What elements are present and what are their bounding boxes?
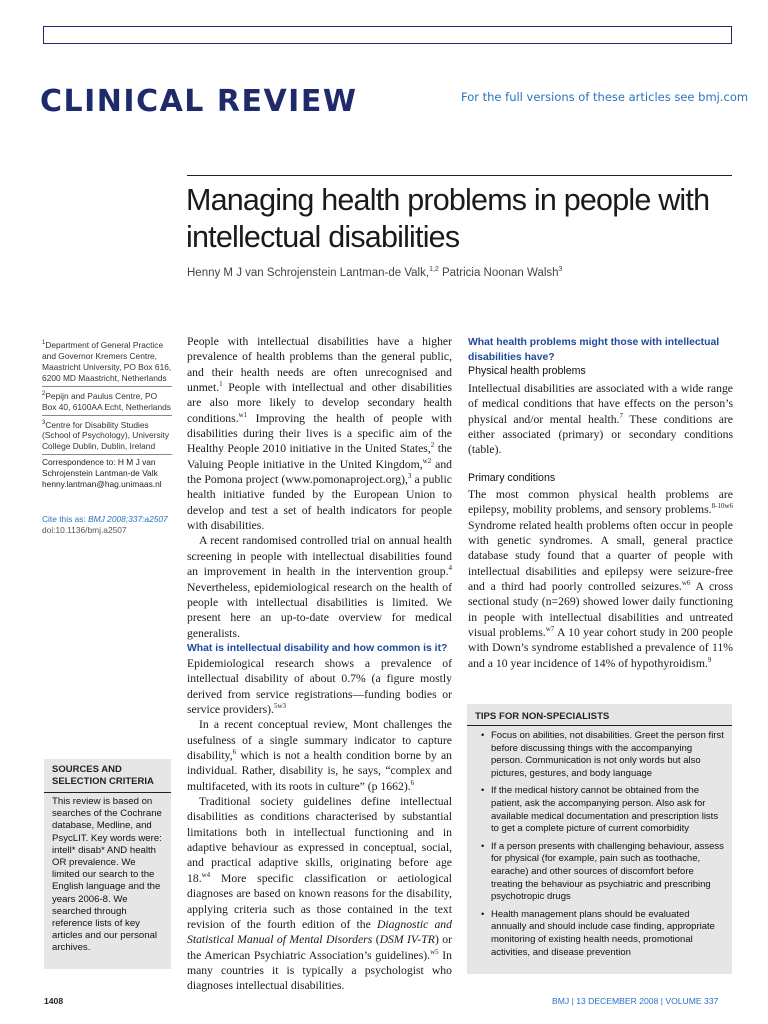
text-run: a public health initiative funded by the European Union to develop and test a set of health indicators for people with disabilities. bbox=[187, 473, 452, 533]
ref: w5 bbox=[430, 947, 439, 956]
header-bar bbox=[43, 26, 732, 44]
bullet-icon: • bbox=[481, 730, 485, 741]
text-run: ( bbox=[372, 933, 380, 947]
ref: 2 bbox=[430, 441, 435, 450]
text-run: the Valuing People initiative in the United Kingdom, bbox=[187, 442, 452, 471]
journal-info: BMJ | 13 DECEMBER 2008 | VOLUME 337 bbox=[552, 996, 719, 1006]
section-label: CLINICAL REVIEW bbox=[40, 84, 358, 119]
text-run: ) or the American Psychiatric Association’s guidelines). bbox=[187, 933, 452, 962]
ref: w2 bbox=[422, 456, 432, 465]
ref: 3 bbox=[407, 472, 412, 481]
correspondence: Correspondence to: H M J van Schrojenstein Lantman-de Valk henny.lantman@hag.unimaas.nl bbox=[42, 457, 162, 490]
author-line bbox=[187, 266, 562, 279]
tips-box bbox=[467, 704, 732, 974]
text-run: The most common physical health problems are epilepsy, mobility problems, and sensory problems. bbox=[468, 488, 733, 517]
text-run: In many countries it is typically a psychologist who diagnoses intellectual disabilities. bbox=[187, 948, 452, 993]
affiliation bbox=[42, 418, 172, 456]
paragraph bbox=[468, 487, 733, 671]
list-item bbox=[475, 841, 726, 905]
section-heading: What health problems might those with intellectual disabilities have? bbox=[468, 337, 720, 363]
bullet-icon: • bbox=[481, 840, 485, 852]
citation bbox=[42, 514, 182, 536]
list-item bbox=[475, 909, 726, 960]
text-run: These conditions are either associated (primary) or secondary conditions (table). bbox=[468, 412, 733, 457]
text-run: People with intellectual disabilities have a higher prevalence of health problems than the general public, and their health needs are often unrecognised and unmet. bbox=[187, 335, 452, 395]
affiliation-number: 2 bbox=[42, 390, 46, 397]
ref: w6 bbox=[681, 579, 691, 588]
tip-text: If a person presents with challenging behaviour, assess for physical (for example, pain such as toothache, earache) and other sources of discomfort before treating the behaviour as psychiatric and prescribing psychotropic drugs bbox=[491, 840, 724, 903]
doi: doi:10.1136/bmj.a2507 bbox=[42, 525, 127, 535]
text-run: which is not a health condition borne by an individual. Rather, disability is, he says, “complex and multifaceted, with its roots in culture” (p 1662). bbox=[187, 749, 452, 793]
body-column-1-continued bbox=[187, 656, 452, 994]
text-run: Epidemiological research shows a prevalence of intellectual disability of about 0.7% (a figure mostly derived from service registrations—funding bodies or service providers). bbox=[187, 657, 452, 717]
italic-run: Diagnostic and Statistical Manual of Mental Disorders bbox=[187, 917, 452, 947]
body-column-2 bbox=[468, 381, 733, 458]
text-run: More specific classification or aetiological diagnoses are based on known reasons for the disability, applying criteria such as those contained in the text revision of the fourth edition of the bbox=[187, 871, 452, 931]
article-title: Managing health problems in people with intellectual disabilities bbox=[186, 183, 710, 254]
ref: 8-10w6 bbox=[711, 502, 733, 511]
ref: 5w3 bbox=[273, 702, 287, 711]
paragraph bbox=[187, 656, 452, 717]
list-item bbox=[475, 730, 726, 781]
full-versions-link[interactable]: For the full versions of these articles see bmj.com bbox=[461, 90, 749, 104]
body-column-1 bbox=[187, 334, 452, 641]
affiliation-text: Department of General Practice and Governor Kremers Centre, Maastricht University, PO Box 616, 6200 MD Maastricht, Netherlands bbox=[42, 339, 172, 383]
tip-text: Health management plans should be evaluated annually and should include case finding, appropriate monitoring of existing health needs, promotional activities, and disease prevention bbox=[491, 908, 715, 958]
tips-title: TIPS FOR NON-SPECIALISTS bbox=[467, 704, 732, 726]
text-run: A 10 year cohort study in 200 people with Down’s syndrome established a prevalence of 11% and a 10 year incidence of 14% of hypothyroidism. bbox=[468, 626, 733, 670]
text-run: People with intellectual and other disabilities are also more likely to develop secondary health conditions. bbox=[187, 381, 452, 425]
paragraph bbox=[187, 334, 452, 533]
affiliations bbox=[42, 338, 172, 490]
subsection-heading: Physical health problems bbox=[468, 365, 586, 377]
sources-title: SOURCES AND SELECTION CRITERIA bbox=[44, 759, 171, 793]
ref: 4 bbox=[448, 564, 452, 573]
tips-list bbox=[467, 726, 732, 959]
text-run: Nevertheless, epidemiological research on the health of people with intellectual disabilities is limited. We present here an up-to-date overview for medical generalists. bbox=[187, 580, 452, 640]
affiliation bbox=[42, 338, 172, 387]
author-affiliation-ref: 3 bbox=[558, 266, 563, 273]
ref: 7 bbox=[619, 411, 623, 420]
title-rule bbox=[187, 175, 732, 176]
author-affiliation-ref: 1,2 bbox=[429, 266, 439, 273]
bullet-icon: • bbox=[481, 785, 485, 797]
text-run: Intellectual disabilities are associated with a wide range of medical conditions that have effects on the person’s physical and/or mental health. bbox=[468, 382, 733, 426]
affiliation-text: Centre for Disability Studies (School of Psychology), University College Dublin, Dublin, Ireland bbox=[42, 419, 170, 452]
author-name: Patricia Noonan Walsh bbox=[438, 266, 559, 279]
list-item bbox=[475, 785, 726, 836]
cite-ref: BMJ 2008;337:a2507 bbox=[88, 514, 168, 524]
body-column-2-continued bbox=[468, 487, 733, 671]
affiliation-number: 1 bbox=[42, 340, 46, 346]
bullet-icon: • bbox=[481, 908, 485, 920]
affiliation-text: Pepijn and Paulus Centre, PO Box 40, 6100AA Echt, Netherlands bbox=[42, 390, 171, 412]
text-run: A cross sectional study (n=269) showed lower daily functioning in people with intellectual disabilities and untreated visual problems. bbox=[468, 580, 733, 640]
ref: 6 bbox=[410, 778, 415, 787]
paragraph bbox=[187, 717, 452, 794]
section-heading: What is intellectual disability and how common is it? bbox=[187, 643, 448, 654]
sources-text: This review is based on searches of the Cochrane database, Medline, and PsycLIT. Key words were: intell* disab* AND health OR prevalence. We limited our search to the English language and the years 2006-8. We searched through reference lists of key articles and our personal archives. bbox=[52, 796, 162, 954]
tip-text: If the medical history cannot be obtained from the patient, ask the accompanying person. Also ask for available medical documentation and prescription lists to get a complete picture of current comorbidity bbox=[491, 785, 719, 835]
ref: w1 bbox=[238, 410, 248, 419]
cite-label: Cite this as: bbox=[42, 514, 89, 524]
affiliation bbox=[42, 389, 172, 416]
affiliation-number: 3 bbox=[42, 419, 46, 426]
ref: w4 bbox=[201, 870, 211, 879]
sources-box bbox=[44, 759, 171, 969]
tip-text: Focus on abilities, not disabilities. Greet the person first before discussing things with the accompanying person. Communication is not only words but also pictures, gestures, and body language bbox=[491, 730, 724, 780]
subsection-heading: Primary conditions bbox=[468, 472, 556, 484]
ref: 6 bbox=[232, 748, 237, 757]
text-run: A recent randomised controlled trial on annual health screening in people with intellectual disabilities found an improvement in health in the intervention group. bbox=[187, 534, 452, 579]
text-run: Improving the health of people with disabilities during their lives is a specific aim of the Healthy People 2010 initiative in the United States, bbox=[187, 411, 452, 456]
ref: 1 bbox=[219, 380, 223, 389]
paragraph bbox=[187, 533, 452, 640]
author-name: Henny M J van Schrojenstein Lantman-de Valk, bbox=[187, 266, 430, 279]
text-run: In a recent conceptual review, Mont challenges the usefulness of a single summary indicator to capture disability, bbox=[187, 718, 452, 763]
text-run: and the Pomona project (www.pomonaproject.org), bbox=[187, 457, 453, 487]
paragraph bbox=[468, 381, 733, 458]
text-run: Syndrome related health problems often occur in people with genetic syndromes. A small, general practice database study found that a quarter of people with intellectual disabilities and epilepsy were seizure-free and a third had poorly controlled seizures. bbox=[468, 518, 733, 594]
page-number: 1408 bbox=[44, 996, 64, 1006]
ref: 9 bbox=[707, 655, 712, 664]
paragraph bbox=[187, 794, 452, 993]
ref: w7 bbox=[545, 625, 555, 634]
italic-run: DSM IV-TR bbox=[379, 933, 435, 947]
text-run: Traditional society guidelines define intellectual disabilities as conditions characterised by substantial limitations both in intellectual functioning and in adaptive behaviour as expressed in conceptual, social, and practical adaptive skills, originating before age 18. bbox=[187, 795, 452, 885]
